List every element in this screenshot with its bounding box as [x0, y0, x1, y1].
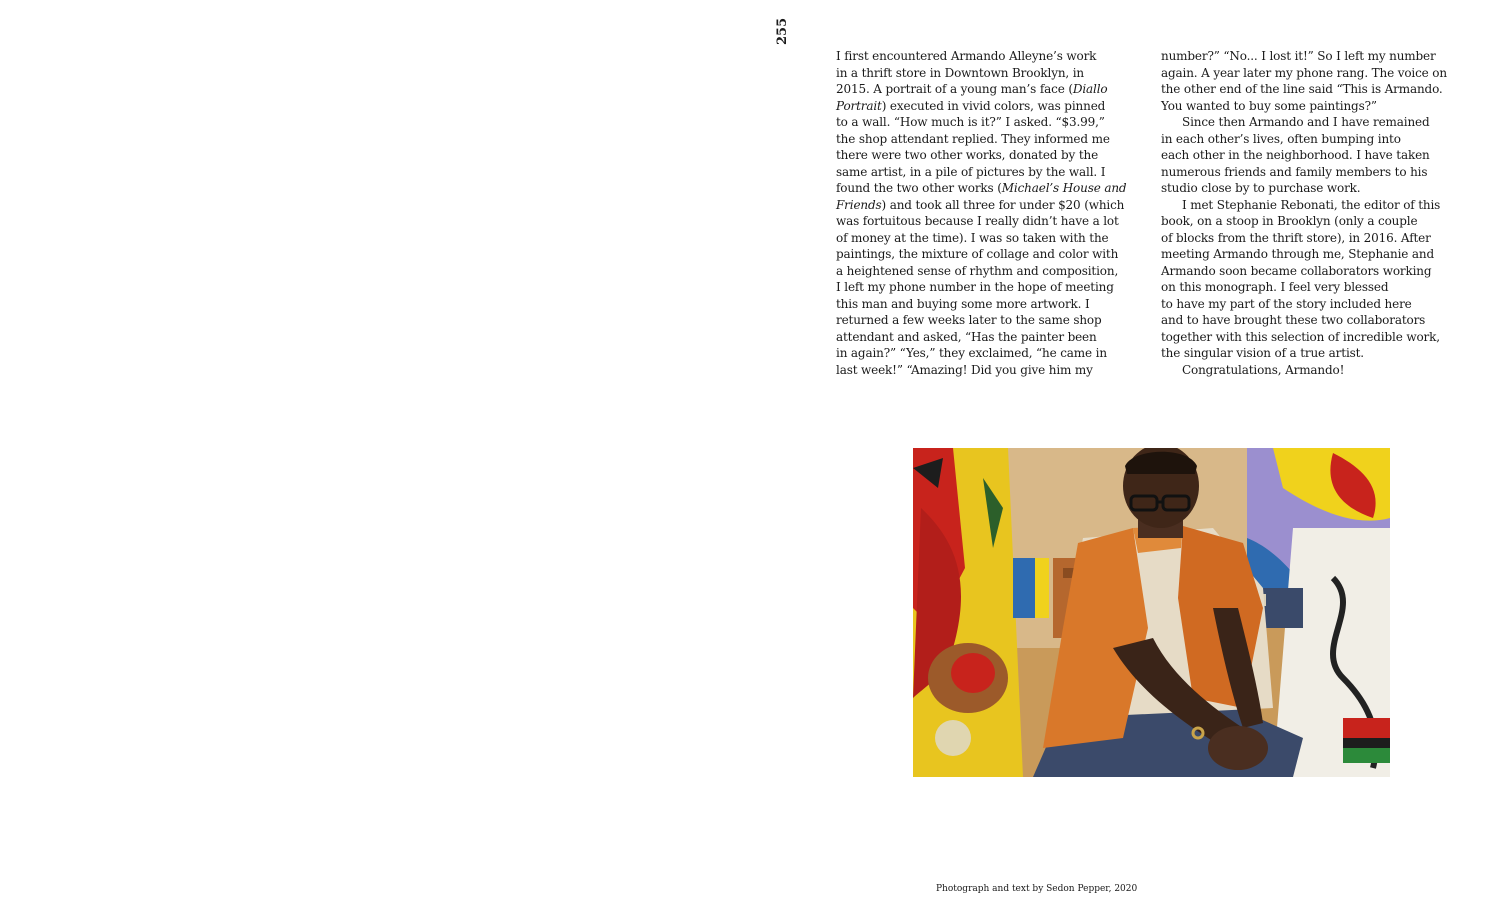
text-line: [836, 48, 1142, 65]
photo-caption: Photograph and text by Sedon Pepper, 2020: [936, 884, 1138, 894]
body-text-left-column: [836, 48, 1142, 378]
text-segment: number?” “No... I lost it!” So I left my number: [1161, 49, 1436, 63]
text-line: [1161, 230, 1467, 247]
text-line: [1161, 362, 1467, 379]
text-segment: ) and took all three for under $20 (which: [881, 197, 1125, 212]
text-segment: each other in the neighborhood. I have taken: [1161, 148, 1430, 162]
text-segment: Since then Armando and I have remained: [1182, 115, 1430, 129]
text-line: [1161, 164, 1467, 181]
text-line: [836, 65, 1142, 82]
text-line: [836, 230, 1142, 247]
text-segment: the other end of the line said “This is Armando.: [1161, 82, 1443, 96]
text-segment: the singular vision of a true artist.: [1161, 346, 1364, 360]
text-segment: to a wall. “How much is it?” I asked. “$3.99,”: [836, 115, 1105, 129]
text-segment: paintings, the mixture of collage and color with: [836, 247, 1119, 261]
text-segment: to have my part of the story included here: [1161, 296, 1412, 311]
text-line: [1161, 213, 1467, 230]
text-line: [1161, 114, 1467, 131]
text-segment: 2015. A portrait of a young man’s face (: [836, 82, 1073, 96]
text-segment: same artist, in a pile of pictures by the wall. I: [836, 164, 1106, 179]
text-segment: again. A year later my phone rang. The voice on: [1161, 65, 1447, 80]
text-line: [836, 296, 1142, 313]
text-line: [1161, 312, 1467, 329]
body-text-right-column: [1161, 48, 1467, 378]
text-line: [836, 98, 1142, 115]
text-line: [1161, 296, 1467, 313]
text-line: [1161, 345, 1467, 362]
text-line: [836, 164, 1142, 181]
text-line: [836, 114, 1142, 131]
text-segment: I met Stephanie Rebonati, the editor of this: [1182, 197, 1441, 212]
text-line: [1161, 48, 1467, 65]
text-line: [836, 263, 1142, 280]
text-line: [1161, 180, 1467, 197]
text-line: [1161, 81, 1467, 98]
text-segment: attendant and asked, “Has the painter been: [836, 329, 1097, 344]
text-line: [836, 345, 1142, 362]
text-line: [836, 312, 1142, 329]
text-segment: together with this selection of incredible work,: [1161, 329, 1440, 344]
text-line: [836, 213, 1142, 230]
text-line: [1161, 98, 1467, 115]
text-segment: I left my phone number in the hope of meeting: [836, 280, 1114, 294]
text-segment: in a thrift store in Downtown Brooklyn, in: [836, 65, 1085, 80]
text-line: [1161, 246, 1467, 263]
text-segment: I first encountered Armando Alleyne’s work: [836, 49, 1097, 63]
text-line: [836, 147, 1142, 164]
text-segment: You wanted to buy some paintings?”: [1161, 98, 1377, 113]
text-line: [836, 329, 1142, 346]
text-line: [836, 197, 1142, 214]
italic-title: Portrait: [836, 98, 882, 113]
text-segment: returned a few weeks later to the same shop: [836, 313, 1102, 327]
text-segment: of blocks from the thrift store), in 2016. After: [1161, 230, 1431, 245]
text-line: [1161, 263, 1467, 280]
text-segment: of money at the time). I was so taken with the: [836, 230, 1109, 245]
italic-title: Michael’s House and: [1001, 181, 1127, 195]
text-segment: was fortuitous because I really didn’t have a lot: [836, 214, 1119, 228]
text-segment: there were two other works, donated by the: [836, 148, 1099, 162]
text-line: [836, 246, 1142, 263]
text-line: [836, 279, 1142, 296]
text-segment: ) executed in vivid colors, was pinned: [881, 98, 1106, 113]
italic-title: Friends: [836, 197, 882, 212]
page-number: 255: [775, 17, 790, 45]
text-line: [1161, 65, 1467, 82]
text-line: [836, 180, 1142, 197]
text-segment: this man and buying some more artwork. I: [836, 296, 1090, 311]
text-segment: on this monograph. I feel very blessed: [1161, 280, 1389, 294]
photo-illustration: [913, 448, 1390, 777]
text-segment: the shop attendant replied. They informed me: [836, 131, 1110, 146]
text-segment: meeting Armando through me, Stephanie and: [1161, 247, 1435, 261]
text-line: [1161, 329, 1467, 346]
text-segment: numerous friends and family members to his: [1161, 164, 1428, 179]
text-segment: last week!” “Amazing! Did you give him my: [836, 362, 1093, 377]
italic-title: Diallo: [1072, 82, 1108, 96]
text-segment: book, on a stoop in Brooklyn (only a couple: [1161, 214, 1418, 228]
text-segment: a heightened sense of rhythm and composition,: [836, 263, 1119, 278]
text-line: [836, 131, 1142, 148]
artist-studio-photograph: [913, 448, 1390, 777]
text-line: [1161, 131, 1467, 148]
text-segment: Congratulations, Armando!: [1182, 362, 1345, 377]
text-segment: found the two other works (: [836, 181, 1002, 195]
text-segment: Armando soon became collaborators working: [1161, 263, 1432, 278]
text-line: [836, 81, 1142, 98]
text-segment: in again?” “Yes,” they exclaimed, “he came in: [836, 346, 1107, 360]
text-segment: studio close by to purchase work.: [1161, 181, 1361, 195]
text-segment: and to have brought these two collaborators: [1161, 313, 1426, 327]
text-segment: in each other’s lives, often bumping into: [1161, 131, 1401, 146]
text-line: [836, 362, 1142, 379]
text-line: [1161, 197, 1467, 214]
text-line: [1161, 279, 1467, 296]
text-line: [1161, 147, 1467, 164]
